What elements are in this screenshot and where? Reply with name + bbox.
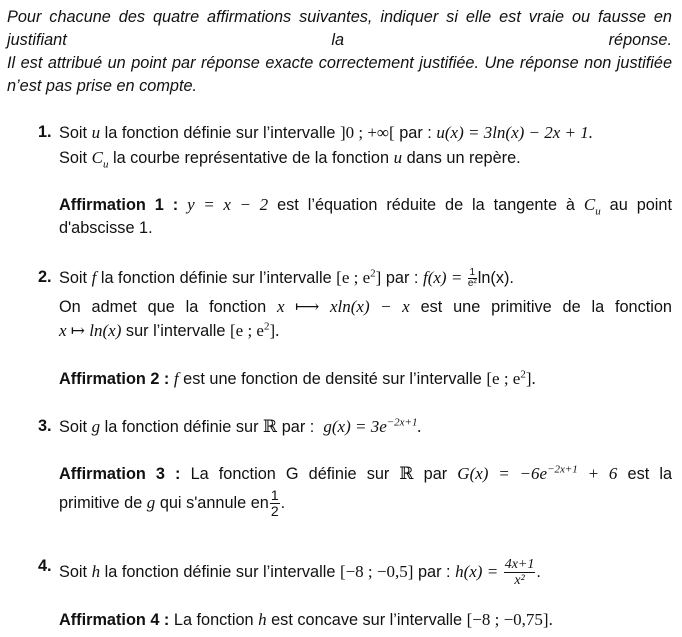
affirmation-1-label: Affirmation 1 : [59, 196, 179, 214]
item-1-line-2: Soit $C_u$ la courbe représentative de la fonction u dans un repère. [59, 148, 521, 171]
affirmation-4-label: Affirmation 4 : [59, 611, 170, 629]
instructions-line-2: Il est attribué un point par réponse exacte correctement justifiée. Une réponse non justifiée n’est pas prise en compte. [7, 54, 672, 95]
affirmation-2: Affirmation 2 : f est une fonction de densité sur l’intervalle [e ; $e^2$]. [59, 368, 536, 388]
affirmation-1-line-2: d'abscisse 1. [59, 219, 153, 237]
item-3-line-1: Soit g la fonction définie sur ℝ par : $g(x) = 3e^{-2x+1}$. [59, 416, 422, 436]
item-1-line-1: Soit u la fonction définie sur l’intervalle ]0 ; +∞[ par : u(x) = 3ln(x) − 2x + 1. [59, 123, 594, 142]
affirmation-4: Affirmation 4 : La fonction h est concave sur l’intervalle [−8 ; −0,75]. [59, 610, 553, 629]
item-4-line-1: Soit h la fonction définie sur l’intervalle [−8 ; −0,5] par : h(x) = $\frac{4x+1}{\text{x²}}$ . [59, 557, 541, 588]
item-2-line-2: On admet que la fonction x ⟼ xln(x) − x est une primitive de la fonction [59, 297, 672, 316]
item-2-line-1: Soit f la fonction définie sur l’intervalle [e ; $e^2$] par : f(x) = $\frac{1}{\text{e²}}$ ln(x). [59, 267, 514, 290]
item-2-line-3: x ↦ ln(x) sur l’intervalle [e ; $e^2$]. [59, 320, 280, 340]
affirmation-3: Affirmation 3 : La fonction G définie sur ℝ par $G(x) = -6e^{-2x+1} + 6$ est la [59, 463, 672, 483]
affirmation-3-line-2: primitive de g qui s'annule en $\frac{1}{2}$ . [59, 487, 286, 519]
item-4-number: 4. [38, 557, 52, 575]
affirmation-3-label: Affirmation 3 : [59, 465, 181, 483]
item-3-number: 3. [38, 417, 52, 435]
item-2-number: 2. [38, 268, 52, 286]
affirmation-1: Affirmation 1 : y = x − 2 est l’équation réduite de la tangente à $C_u$ au point [59, 195, 672, 218]
affirmation-2-label: Affirmation 2 : [59, 370, 170, 388]
item-1-number: 1. [38, 123, 52, 141]
instructions-line-1: Pour chacune des quatre affirmations suivantes, indiquer si elle est vraie ou fausse en justifiant la réponse. [7, 8, 672, 49]
instructions [7, 6, 672, 98]
